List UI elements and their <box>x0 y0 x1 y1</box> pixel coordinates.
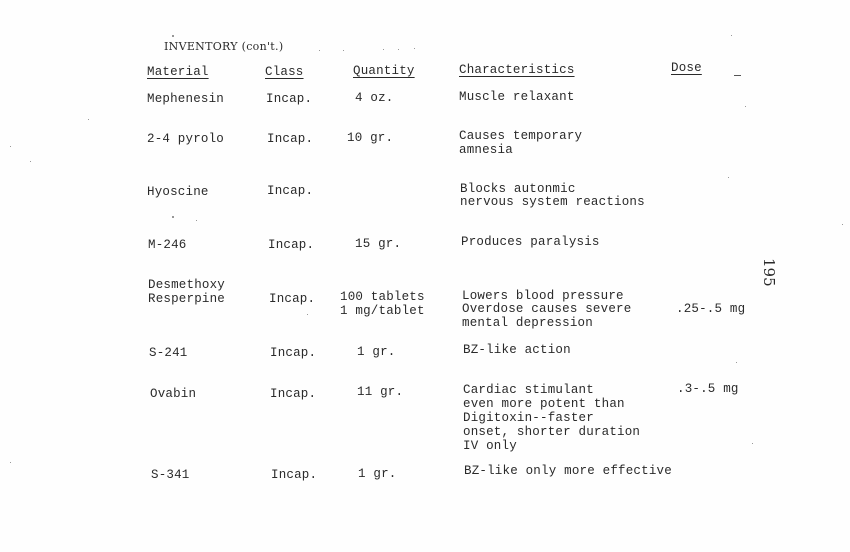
table-row-characteristic: amnesia <box>459 143 513 157</box>
scan-speck <box>196 220 197 221</box>
scan-speck <box>745 106 746 107</box>
scan-mark <box>734 75 741 76</box>
table-row-characteristic: Cardiac stimulant <box>463 383 594 397</box>
table-row-characteristic: Produces paralysis <box>461 235 600 249</box>
table-row-material: Desmethoxy <box>148 278 226 292</box>
table-row-quantity: 11 gr. <box>357 385 404 399</box>
table-row-characteristic: even more potent than <box>463 397 625 411</box>
table-row-material: Hyoscine <box>147 185 209 199</box>
table-row-characteristic: mental depression <box>462 316 593 330</box>
scan-speck <box>752 443 753 444</box>
scan-speck <box>842 224 843 225</box>
table-row-material: Ovabin <box>150 387 197 401</box>
table-row-class: Incap. <box>266 92 313 106</box>
table-row-quantity: 100 tablets <box>340 290 425 304</box>
table-row-material: Resperpine <box>148 292 226 306</box>
column-header-class: Class <box>265 65 304 79</box>
table-row-characteristic: Muscle relaxant <box>459 90 575 104</box>
table-row-characteristic: Lowers blood pressure <box>462 289 624 303</box>
table-row-dose: .3-.5 mg <box>677 382 739 396</box>
table-row-material: M-246 <box>148 238 187 252</box>
table-row-characteristic: Blocks autonmic <box>460 182 576 196</box>
table-row-quantity: 10 gr. <box>347 131 394 145</box>
scan-speck <box>736 362 737 363</box>
table-row-quantity: 1 gr. <box>357 345 396 359</box>
table-row-class: Incap. <box>267 184 314 198</box>
table-row-characteristic: BZ-like action <box>463 343 571 357</box>
scan-speck <box>30 161 31 162</box>
table-row-class: Incap. <box>268 238 315 252</box>
page-heading: INVENTORY (con't.) <box>164 40 284 53</box>
scan-speck <box>10 146 11 147</box>
scan-speck <box>398 49 399 50</box>
column-header-characteristics: Characteristics <box>459 63 575 77</box>
table-row-class: Incap. <box>267 132 314 146</box>
table-row-quantity: 1 gr. <box>358 467 397 481</box>
scan-speck <box>172 216 174 218</box>
scan-speck <box>319 50 320 51</box>
scan-speck <box>10 462 11 463</box>
table-row-class: Incap. <box>271 468 318 482</box>
table-row-material: 2-4 pyrolo <box>147 132 225 146</box>
table-row-quantity: 1 mg/tablet <box>340 304 425 318</box>
column-header-quantity: Quantity <box>353 64 415 78</box>
table-row-characteristic: Overdose causes severe <box>462 302 632 316</box>
table-row-dose: .25-.5 mg <box>676 302 746 316</box>
table-row-class: Incap. <box>269 292 316 306</box>
column-header-dose: Dose <box>671 61 702 75</box>
table-row-characteristic: nervous system reactions <box>460 195 645 209</box>
scan-speck <box>383 49 384 50</box>
table-row-quantity: 4 oz. <box>355 91 394 105</box>
page-number: 195 <box>760 258 778 287</box>
table-row-class: Incap. <box>270 346 317 360</box>
column-header-material: Material <box>147 65 209 79</box>
table-row-quantity: 15 gr. <box>355 237 402 251</box>
table-row-characteristic: Causes temporary <box>459 129 583 143</box>
scan-speck <box>343 50 344 51</box>
table-row-material: Mephenesin <box>147 92 225 106</box>
table-row-characteristic: BZ-like only more effective <box>464 464 672 478</box>
scan-speck <box>172 35 174 37</box>
table-row-material: S-341 <box>151 468 190 482</box>
table-row-characteristic: onset, shorter duration <box>463 425 641 439</box>
scan-speck <box>307 314 308 315</box>
table-row-characteristic: Digitoxin--faster <box>463 411 594 425</box>
table-row-material: S-241 <box>149 346 188 360</box>
scan-speck <box>88 119 89 120</box>
scan-speck <box>731 35 732 36</box>
table-row-class: Incap. <box>270 387 317 401</box>
scan-speck <box>414 48 415 49</box>
scan-speck <box>728 177 729 178</box>
table-row-characteristic: IV only <box>463 439 517 453</box>
